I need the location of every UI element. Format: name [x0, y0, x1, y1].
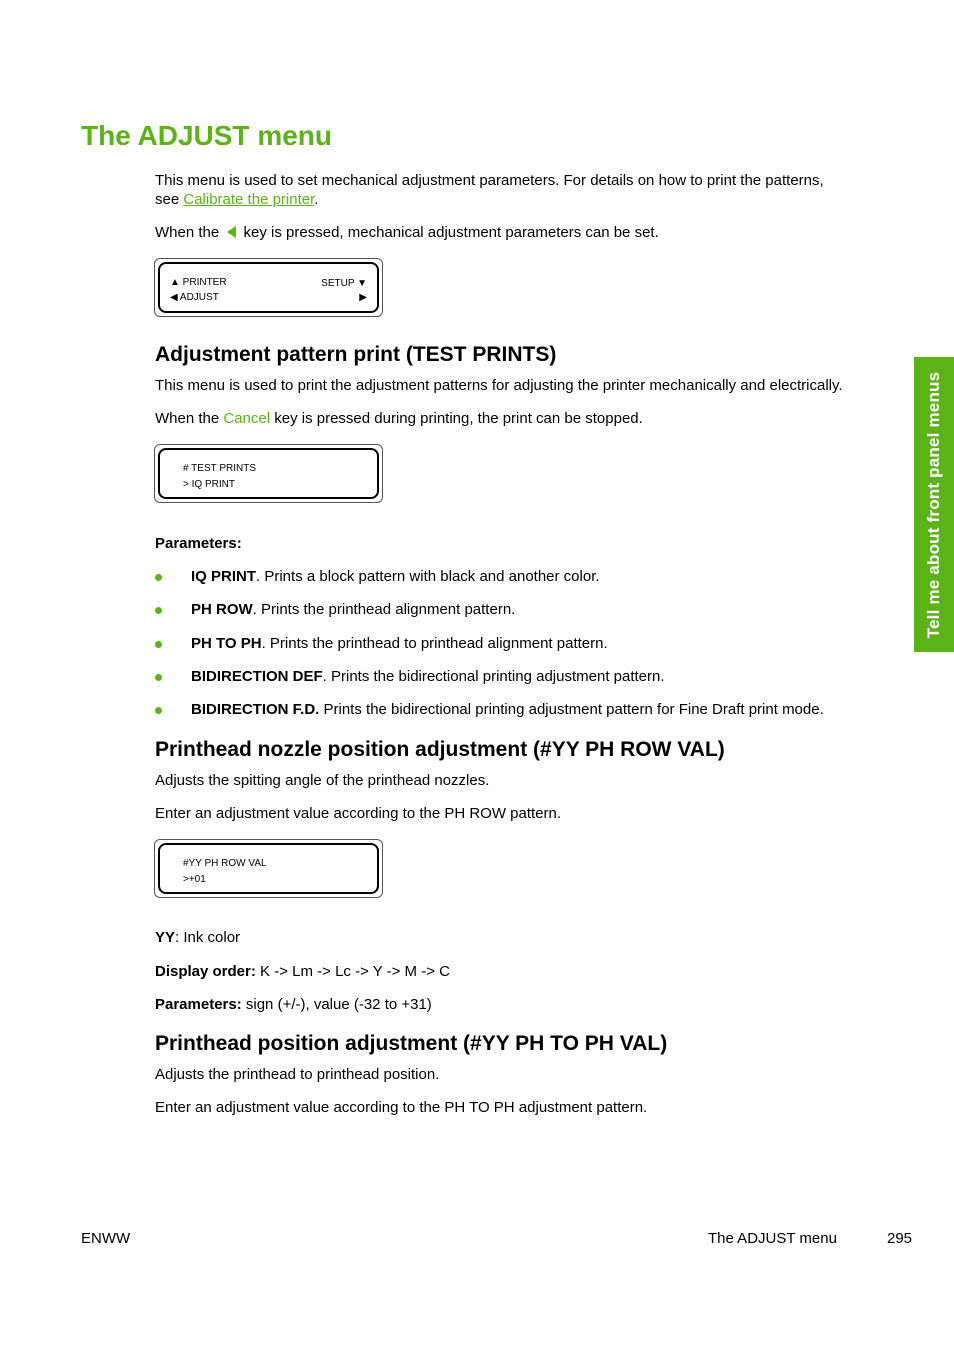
- lcd-screen: [158, 262, 379, 313]
- lcd-line2: >+01: [183, 874, 206, 885]
- footer-page-number: 295: [887, 1230, 913, 1247]
- lcd-line2: > IQ PRINT: [183, 479, 235, 490]
- list-item-term: PH TO PH: [191, 635, 262, 652]
- intro-text-link-line: [155, 190, 318, 209]
- display-order-term: Display order:: [155, 963, 256, 980]
- intro-see-text: see: [155, 191, 184, 208]
- parameters-term: Parameters:: [155, 996, 242, 1013]
- section-heading-test-prints: Adjustment pattern print (TEST PRINTS): [155, 343, 557, 366]
- yy-definition: [155, 928, 240, 947]
- footer-left: ENWW: [81, 1230, 131, 1247]
- list-item-desc: . Prints the printhead to printhead alignment pattern.: [261, 635, 608, 652]
- ph-to-ph-description: Adjusts the printhead to printhead position.: [155, 1066, 440, 1083]
- cancel-note: [155, 409, 643, 428]
- calibrate-printer-link[interactable]: Calibrate the printer: [183, 191, 315, 208]
- lcd-display-test-prints: [154, 444, 383, 503]
- lcd-line1-left: ▲ PRINTER: [170, 277, 227, 288]
- bullet-icon: [155, 574, 162, 581]
- bullet-icon: [155, 707, 162, 714]
- parameters-label: Parameters:: [155, 535, 242, 552]
- lcd-display-adjust: [154, 258, 383, 317]
- page-title: The ADJUST menu: [81, 120, 332, 151]
- list-item-desc: Prints the bidirectional printing adjustment pattern for Fine Draft print mode.: [319, 701, 824, 718]
- list-item-desc: . Prints a block pattern with black and another color.: [256, 568, 600, 585]
- cancel-key-name: Cancel: [223, 410, 271, 427]
- bullet-icon: [155, 607, 162, 614]
- lcd-line2-right: ▶: [359, 292, 367, 303]
- ph-row-instruction: Enter an adjustment value according to the PH ROW pattern.: [155, 805, 562, 822]
- lcd-line1-right: SETUP ▼: [321, 278, 367, 289]
- ph-row-parameters: [155, 995, 432, 1014]
- left-arrow-key-icon: [227, 226, 236, 238]
- yy-term: YY: [155, 929, 176, 946]
- yy-desc: : Ink color: [175, 929, 241, 946]
- left-key-note-post: key is pressed, mechanical adjustment parameters can be set.: [239, 224, 659, 241]
- list-item: [191, 667, 665, 686]
- list-item-term: BIDIRECTION DEF: [191, 668, 323, 685]
- left-key-note: [155, 223, 659, 242]
- bullet-icon: [155, 674, 162, 681]
- bullet-icon: [155, 641, 162, 648]
- display-order: [155, 962, 450, 981]
- list-item-desc: . Prints the bidirectional printing adjustment pattern.: [322, 668, 665, 685]
- section-heading-ph-row-val: Printhead nozzle position adjustment (#YY PH ROW VAL): [155, 738, 725, 761]
- list-item-term: BIDIRECTION F.D.: [191, 701, 320, 718]
- list-item-desc: . Prints the printhead alignment pattern.: [252, 601, 516, 618]
- ph-to-ph-instruction: Enter an adjustment value according to the PH TO PH adjustment pattern.: [155, 1099, 648, 1116]
- lcd-line2-left: ◀ ADJUST: [170, 292, 219, 303]
- list-item-term: IQ PRINT: [191, 568, 257, 585]
- parameters-desc: sign (+/-), value (-32 to +31): [241, 996, 432, 1013]
- cancel-note-post: key is pressed during printing, the print can be stopped.: [270, 410, 643, 427]
- cancel-note-pre: When the: [155, 410, 224, 427]
- intro-text: This menu is used to set mechanical adjustment parameters. For details on how to print the patterns,: [155, 172, 824, 189]
- intro-period: .: [314, 191, 319, 208]
- lcd-line1: # TEST PRINTS: [183, 463, 256, 474]
- list-item-term: PH ROW: [191, 601, 253, 618]
- left-key-note-pre: When the: [155, 224, 224, 241]
- lcd-display-ph-row-val: [154, 839, 383, 898]
- lcd-screen: [158, 843, 379, 894]
- section-heading-ph-to-ph-val: Printhead position adjustment (#YY PH TO PH VAL): [155, 1032, 668, 1055]
- footer-section-title: The ADJUST menu: [708, 1230, 837, 1247]
- side-tab-label: Tell me about front panel menus: [924, 371, 943, 638]
- list-item: [191, 700, 824, 719]
- lcd-line1: #YY PH ROW VAL: [183, 858, 267, 869]
- side-tab: [914, 357, 954, 652]
- ph-row-description: Adjusts the spitting angle of the printhead nozzles.: [155, 772, 490, 789]
- display-order-desc: K -> Lm -> Lc -> Y -> M -> C: [255, 963, 450, 980]
- test-prints-description: This menu is used to print the adjustment patterns for adjusting the printer mechanically and electrically.: [155, 377, 843, 394]
- list-item: [191, 567, 600, 586]
- lcd-screen: [158, 448, 379, 499]
- list-item: [191, 634, 608, 653]
- list-item: [191, 600, 515, 619]
